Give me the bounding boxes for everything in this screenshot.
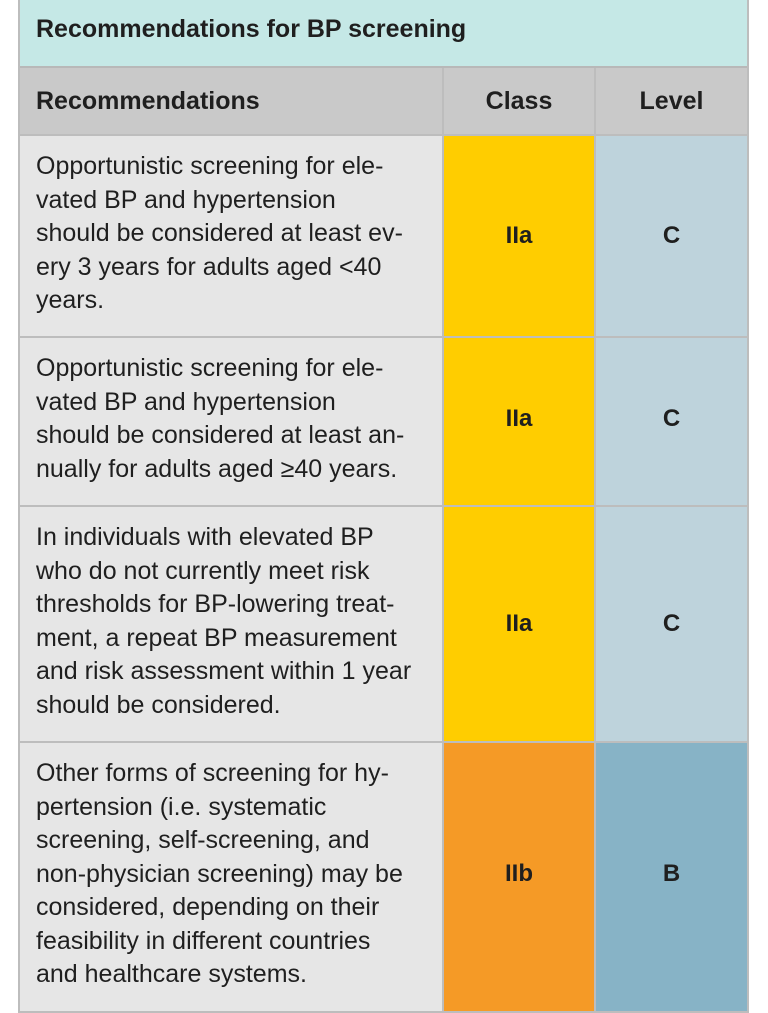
- table-row: [20, 743, 747, 1013]
- class-cell: IIa: [444, 136, 596, 336]
- class-cell: IIa: [444, 507, 596, 741]
- header-level: Level: [639, 86, 704, 115]
- header-recommendations: Recommendations: [20, 68, 444, 134]
- recommendations-table: [18, 0, 749, 1013]
- class-cell: IIa: [444, 338, 596, 505]
- table-row: [20, 338, 747, 507]
- level-cell: C: [596, 338, 747, 505]
- table-row: [20, 136, 747, 338]
- header-row: [20, 68, 747, 136]
- recommendation-text: In individuals with elevated BP who do not currently meet risk thresholds for BP-lowering treat- ment, a repeat BP measurement and risk assessment within 1 year should be considered.: [20, 507, 444, 741]
- level-cell: B: [596, 743, 747, 1011]
- table-title: Recommendations for BP screening: [20, 0, 747, 68]
- class-cell: IIb: [444, 743, 596, 1011]
- recommendation-text: Opportunistic screening for ele- vated BP and hypertension should be considered at least ev- ery 3 years for adults aged <40 years.: [20, 136, 444, 336]
- level-cell: C: [596, 136, 747, 336]
- recommendation-text: Opportunistic screening for ele- vated BP and hypertension should be considered at least an- nually for adults aged ≥40 years.: [20, 338, 444, 505]
- level-cell: C: [596, 507, 747, 741]
- header-class: Class: [444, 68, 596, 134]
- table-row: [20, 507, 747, 743]
- recommendation-text: Other forms of screening for hy- pertension (i.e. systematic screening, self-screening, and non-physician screening) may be considered, depending on their feasibility in different countries and healthcare systems.: [20, 743, 444, 1011]
